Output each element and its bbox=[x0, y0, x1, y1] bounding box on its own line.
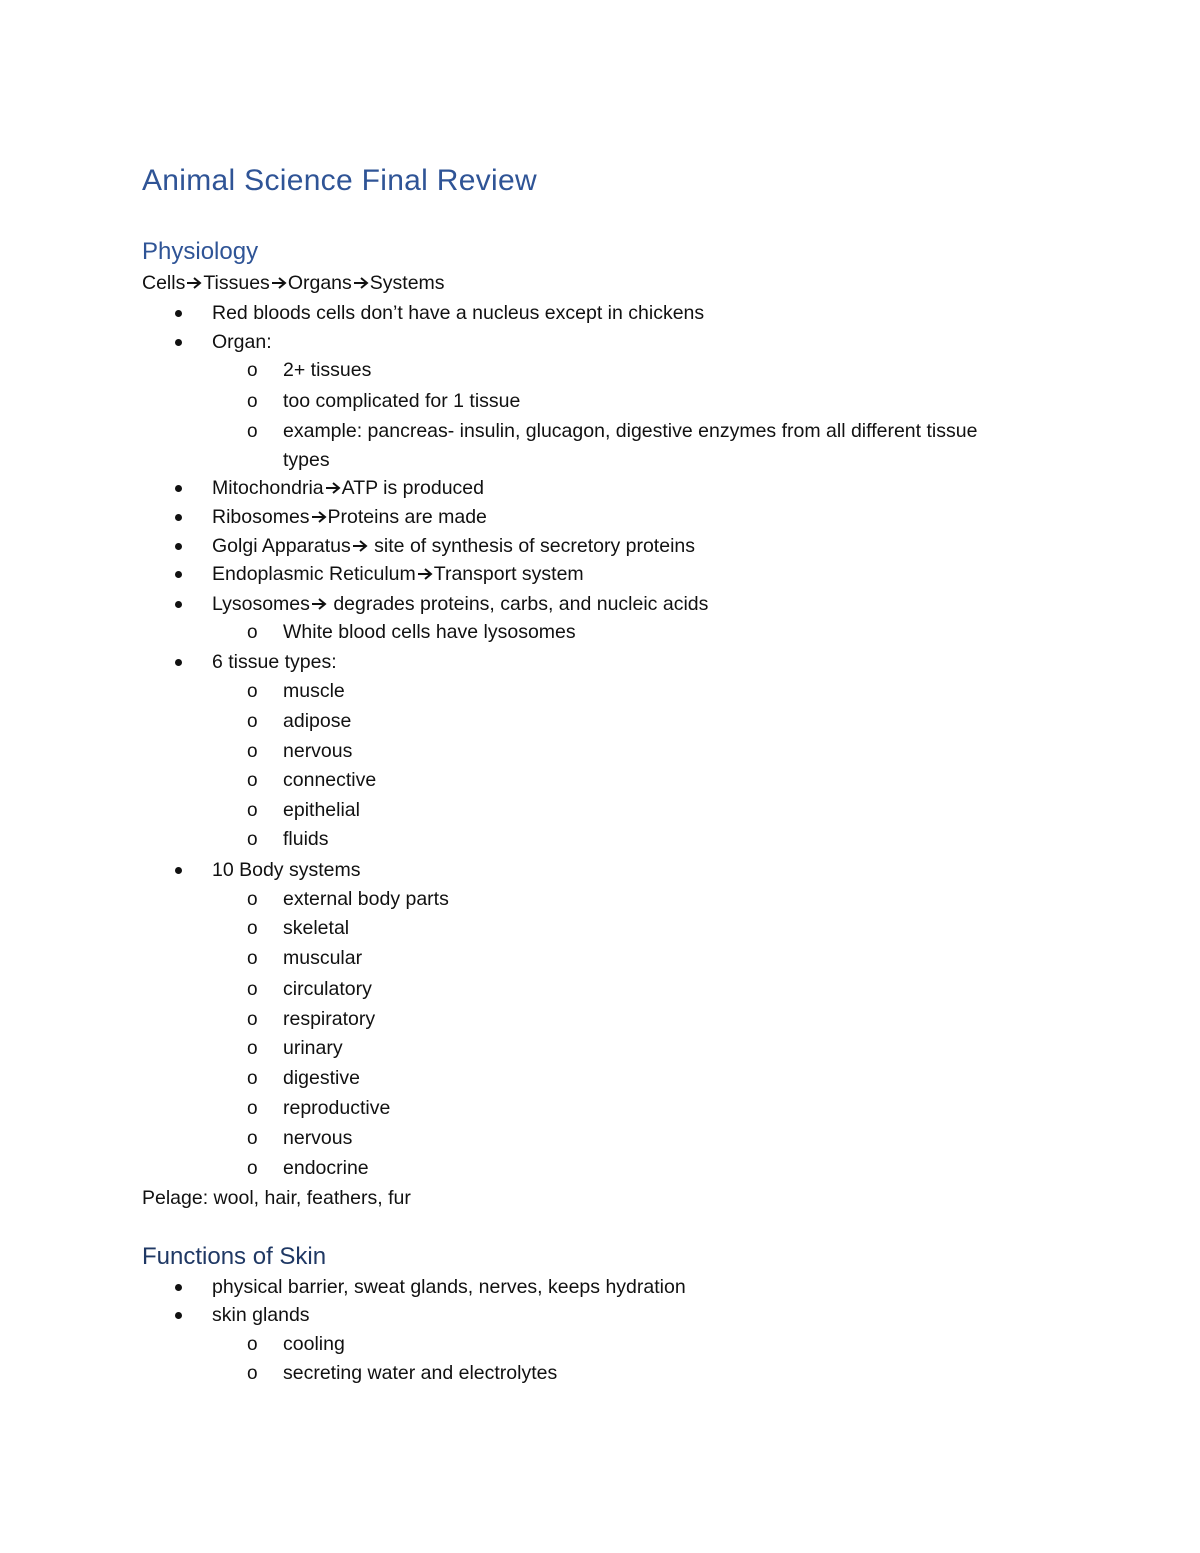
list-item-mitochondria bbox=[212, 475, 484, 501]
sub-item-organ-1: 2+ tissues bbox=[283, 359, 372, 381]
system-item: respiratory bbox=[283, 1008, 376, 1030]
definition: Transport system bbox=[433, 563, 584, 585]
tissue-item: connective bbox=[283, 769, 377, 791]
sub-item-organ-example: example: pancreas- insulin, glucagon, digestive enzymes from all different tissue bbox=[283, 420, 978, 442]
sub-bullet-icon: o bbox=[247, 681, 258, 702]
sub-bullet-icon: o bbox=[247, 1128, 258, 1149]
system-item: circulatory bbox=[283, 978, 372, 1000]
sub-bullet-icon: o bbox=[247, 979, 258, 1000]
system-item: external body parts bbox=[283, 888, 449, 910]
bullet-icon bbox=[172, 649, 188, 675]
bullet-icon bbox=[172, 591, 188, 617]
system-item: skeletal bbox=[283, 917, 350, 939]
physiology-heading: Physiology bbox=[142, 238, 259, 265]
pelage-line: Pelage: wool, hair, feathers, fur bbox=[142, 1187, 411, 1209]
gland-item: secreting water and electrolytes bbox=[283, 1362, 558, 1384]
system-item: nervous bbox=[283, 1127, 353, 1149]
bullet-icon bbox=[172, 329, 188, 355]
sub-bullet-icon: o bbox=[247, 711, 258, 732]
term: Endoplasmic Reticulum bbox=[212, 563, 416, 585]
sub-bullet-icon: o bbox=[247, 918, 258, 939]
right-arrow-icon bbox=[186, 276, 202, 290]
chain-tissues: Tissues bbox=[203, 272, 270, 294]
sub-bullet-icon: o bbox=[247, 1038, 258, 1059]
sub-bullet-icon: o bbox=[247, 1068, 258, 1089]
bullet-icon bbox=[172, 1274, 188, 1300]
chain-cells: Cells bbox=[142, 272, 186, 294]
right-arrow-icon bbox=[311, 510, 327, 524]
sub-bullet-icon: o bbox=[247, 770, 258, 791]
system-item: endocrine bbox=[283, 1157, 369, 1179]
right-arrow-icon bbox=[271, 276, 287, 290]
tissue-item: epithelial bbox=[283, 799, 360, 821]
sub-item-lysosomes: White blood cells have lysosomes bbox=[283, 621, 576, 643]
gland-item: cooling bbox=[283, 1333, 345, 1355]
list-item-er bbox=[212, 561, 584, 587]
right-arrow-icon bbox=[353, 276, 369, 290]
sub-bullet-icon: o bbox=[247, 829, 258, 850]
right-arrow-icon bbox=[311, 597, 327, 611]
right-arrow-icon bbox=[325, 481, 341, 495]
sub-bullet-icon: o bbox=[247, 1334, 258, 1355]
sub-bullet-icon: o bbox=[247, 391, 258, 412]
sub-item-organ-2: too complicated for 1 tissue bbox=[283, 390, 521, 412]
sub-bullet-icon: o bbox=[247, 421, 258, 442]
list-item-golgi bbox=[212, 533, 695, 559]
bullet-icon bbox=[172, 561, 188, 587]
term: Golgi Apparatus bbox=[212, 535, 351, 557]
bullet-icon bbox=[172, 857, 188, 883]
term: Lysosomes bbox=[212, 593, 310, 615]
system-item: muscular bbox=[283, 947, 363, 969]
tissue-item: adipose bbox=[283, 710, 352, 732]
bullet-icon bbox=[172, 533, 188, 559]
tissue-item: muscle bbox=[283, 680, 345, 702]
sub-bullet-icon: o bbox=[247, 360, 258, 381]
system-item: urinary bbox=[283, 1037, 343, 1059]
bullet-icon bbox=[172, 475, 188, 501]
system-item: reproductive bbox=[283, 1097, 391, 1119]
sub-bullet-icon: o bbox=[247, 800, 258, 821]
right-arrow-icon bbox=[352, 539, 368, 553]
list-item-ribosomes bbox=[212, 504, 487, 530]
tissue-item: fluids bbox=[283, 828, 329, 850]
document-title: Animal Science Final Review bbox=[142, 164, 537, 197]
sub-bullet-icon: o bbox=[247, 1098, 258, 1119]
skin-heading: Functions of Skin bbox=[142, 1243, 327, 1270]
term: Mitochondria bbox=[212, 477, 324, 499]
bullet-icon bbox=[172, 504, 188, 530]
system-item: digestive bbox=[283, 1067, 360, 1089]
list-item-red-blood: Red bloods cells don’t have a nucleus except in chickens bbox=[212, 302, 705, 324]
chain-systems: Systems bbox=[369, 272, 445, 294]
sub-bullet-icon: o bbox=[247, 948, 258, 969]
sub-bullet-icon: o bbox=[247, 622, 258, 643]
definition: degrades proteins, carbs, and nucleic acids bbox=[327, 593, 709, 615]
sub-item-organ-example-cont: types bbox=[283, 449, 330, 471]
definition: ATP is produced bbox=[341, 477, 484, 499]
sub-bullet-icon: o bbox=[247, 1363, 258, 1384]
sub-bullet-icon: o bbox=[247, 889, 258, 910]
tissue-item: nervous bbox=[283, 740, 353, 762]
sub-bullet-icon: o bbox=[247, 1158, 258, 1179]
bullet-icon bbox=[172, 300, 188, 326]
definition: Proteins are made bbox=[327, 506, 487, 528]
list-item-lysosomes bbox=[212, 591, 708, 617]
bullet-icon bbox=[172, 1302, 188, 1328]
term: Ribosomes bbox=[212, 506, 310, 528]
sub-bullet-icon: o bbox=[247, 741, 258, 762]
list-item-skin-glands: skin glands bbox=[212, 1304, 310, 1326]
list-item-skin-functions: physical barrier, sweat glands, nerves, keeps hydration bbox=[212, 1276, 686, 1298]
chain-organs: Organs bbox=[287, 272, 352, 294]
list-item-body-systems: 10 Body systems bbox=[212, 859, 361, 881]
list-item-tissue-types: 6 tissue types: bbox=[212, 651, 337, 673]
definition: site of synthesis of secretory proteins bbox=[368, 535, 695, 557]
sub-bullet-icon: o bbox=[247, 1009, 258, 1030]
list-item-organ: Organ: bbox=[212, 331, 272, 353]
hierarchy-chain bbox=[142, 270, 445, 296]
right-arrow-icon bbox=[417, 567, 433, 581]
